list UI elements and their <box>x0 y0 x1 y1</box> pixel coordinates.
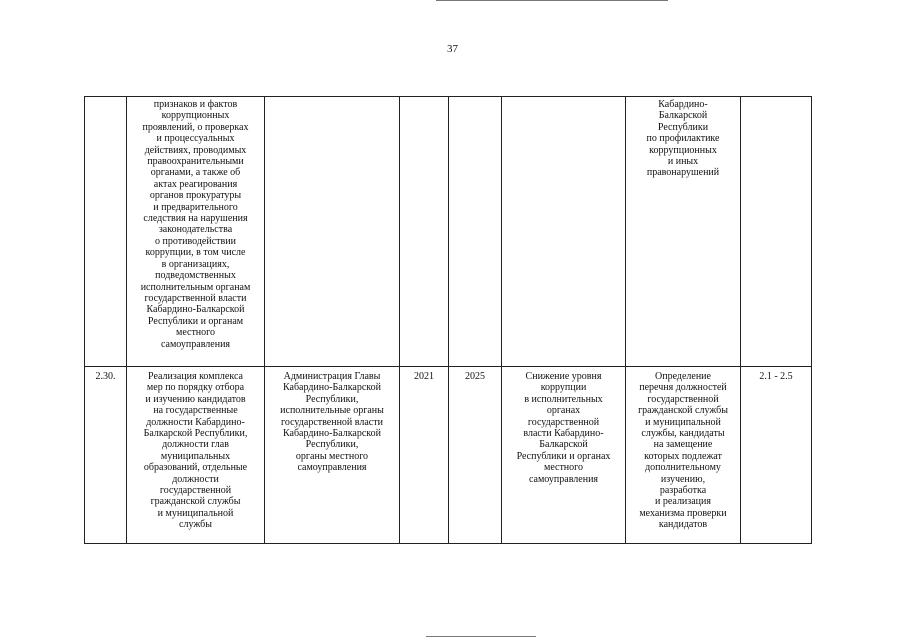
cell-expected-result: Снижение уровня коррупции в исполнительных органах государственной власти Кабардино- Балкарской Республики и органах местного самоуправления <box>502 367 626 544</box>
table-row <box>85 97 812 367</box>
cell-start-year <box>400 97 449 367</box>
cell-start-year: 2021 <box>400 367 449 544</box>
cell-number: 2.30. <box>85 367 127 544</box>
cell-indicator: Кабардино- Балкарской Республики по профилактике коррупционных и иных правонарушений <box>626 97 741 367</box>
cell-executor <box>265 97 400 367</box>
top-scan-line <box>436 0 668 1</box>
cell-end-year <box>449 97 502 367</box>
cell-number <box>85 97 127 367</box>
cell-measure: Реализация комплекса мер по порядку отбора и изучению кандидатов на государственные должности Кабардино- Балкарской Республики, должности глав муниципальных образований, отдельные должности государственной гражданской службы и муниципальной службы <box>127 367 265 544</box>
cell-expected-result <box>502 97 626 367</box>
cell-link <box>741 97 812 367</box>
cell-link: 2.1 - 2.5 <box>741 367 812 544</box>
page-number: 37 <box>447 43 458 55</box>
measures-table <box>84 96 812 544</box>
cell-executor: Администрация Главы Кабардино-Балкарской Республики, исполнительные органы государственной власти Кабардино-Балкарской Республики, органы местного самоуправления <box>265 367 400 544</box>
cell-indicator: Определение перечня должностей государственной гражданской службы и муниципальной службы, кандидаты на замещение которых подлежат дополнительному изучению, разработка и реализация механизма проверки кандидатов <box>626 367 741 544</box>
table-row <box>85 367 812 544</box>
cell-measure: признаков и фактов коррупционных проявлений, о проверках и процессуальных действиях, проводимых правоохранительными органами, а также об актах реагирования органов прокуратуры и предварительного следствия на нарушения законодательства о противодействии коррупции, в том числе в организациях, подведомственных исполнительным органам государственной власти Кабардино-Балкарской Республики и органам местного самоуправления <box>127 97 265 367</box>
cell-end-year: 2025 <box>449 367 502 544</box>
bottom-scan-line <box>426 636 536 637</box>
